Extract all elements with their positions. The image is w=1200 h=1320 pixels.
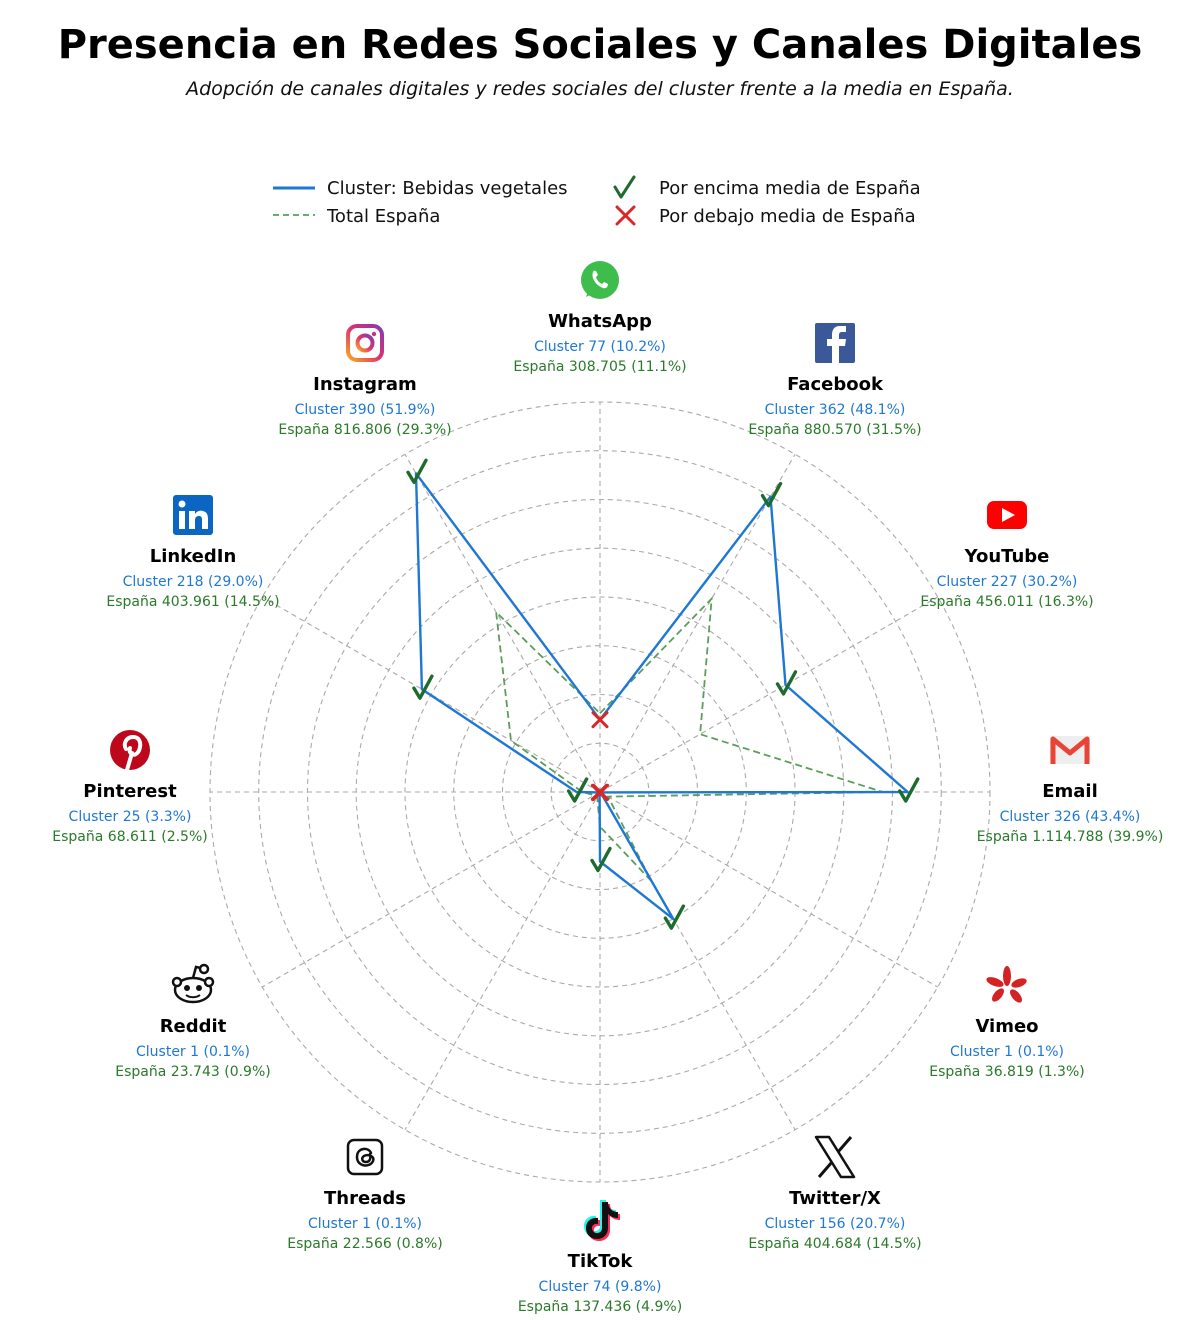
- category-cluster-value: Cluster 1 (0.1%): [136, 1044, 250, 1060]
- category-pinterest: [52, 730, 207, 845]
- category-name: Reddit: [159, 1016, 227, 1037]
- category-cluster-value: Cluster 1 (0.1%): [950, 1044, 1064, 1060]
- category-spain-value: España 23.743 (0.9%): [115, 1064, 271, 1080]
- legend-below-cross-icon: [617, 207, 634, 224]
- category-spain-value: España 880.570 (31.5%): [748, 422, 922, 438]
- category-spain-value: España 816.806 (29.3%): [278, 422, 452, 438]
- category-cluster-value: Cluster 1 (0.1%): [308, 1216, 422, 1232]
- legend-above-label: Por encima media de España: [659, 178, 921, 199]
- category-labels: [52, 261, 1163, 1315]
- chart-subtitle: Adopción de canales digitales y redes sociales del cluster frente a la media en España.: [186, 78, 1014, 100]
- category-cluster-value: Cluster 77 (10.2%): [534, 339, 666, 355]
- category-spain-value: España 1.114.788 (39.9%): [976, 829, 1164, 845]
- category-name: TikTok: [567, 1251, 633, 1272]
- vimeo-icon: [985, 966, 1028, 1005]
- category-reddit: [115, 965, 270, 1080]
- category-name: Email: [1042, 781, 1098, 802]
- marker-above-pinterest: [569, 779, 587, 801]
- chart-title: Presencia en Redes Sociales y Canales Digitales: [57, 22, 1143, 68]
- category-cluster-value: Cluster 390 (51.9%): [294, 402, 436, 418]
- category-youtube: [920, 501, 1093, 610]
- category-whatsapp: [513, 261, 686, 375]
- category-instagram: [278, 326, 451, 438]
- category-name: Twitter/X: [789, 1188, 881, 1209]
- legend-cluster-label: Cluster: Bebidas vegetales: [327, 178, 568, 199]
- radar-markers: [408, 460, 918, 928]
- category-spain-value: España 308.705 (11.1%): [513, 359, 687, 375]
- category-tiktok: [518, 1200, 682, 1315]
- category-spain-value: España 404.684 (14.5%): [748, 1236, 922, 1252]
- pinterest-icon: [110, 730, 150, 770]
- category-spain-value: España 68.611 (2.5%): [52, 829, 208, 845]
- category-linkedin: [106, 495, 279, 610]
- whatsapp-icon: [581, 261, 619, 299]
- category-cluster-value: Cluster 362 (48.1%): [764, 402, 906, 418]
- category-name: LinkedIn: [149, 546, 237, 567]
- category-vimeo: [929, 966, 1084, 1080]
- linkedin-icon: [173, 495, 213, 535]
- threads-icon: [348, 1140, 382, 1174]
- category-spain-value: España 137.436 (4.9%): [517, 1299, 683, 1315]
- instagram-icon: [348, 326, 382, 360]
- category-facebook: [748, 323, 921, 438]
- category-cluster-value: Cluster 218 (29.0%): [122, 574, 264, 590]
- category-spain-value: España 403.961 (14.5%): [106, 594, 280, 610]
- category-cluster-value: Cluster 156 (20.7%): [764, 1216, 906, 1232]
- marker-above-email: [900, 779, 918, 801]
- category-name: Vimeo: [975, 1016, 1039, 1037]
- category-email: [977, 736, 1164, 845]
- legend-below-label: Por debajo media de España: [659, 206, 916, 227]
- category-spain-value: España 456.011 (16.3%): [920, 594, 1094, 610]
- grid-spoke: [262, 792, 600, 987]
- category-spain-value: España 36.819 (1.3%): [929, 1064, 1085, 1080]
- category-cluster-value: Cluster 227 (30.2%): [936, 574, 1078, 590]
- category-spain-value: España 22.566 (0.8%): [287, 1236, 443, 1252]
- legend-above-check-icon: [615, 177, 634, 197]
- category-name: Facebook: [787, 374, 883, 395]
- grid-spoke: [600, 597, 938, 792]
- category-name: YouTube: [964, 546, 1050, 567]
- category-cluster-value: Cluster 74 (9.8%): [538, 1279, 662, 1295]
- reddit-icon: [173, 965, 213, 1002]
- email-icon: [1050, 736, 1090, 764]
- category-cluster-value: Cluster 326 (43.4%): [999, 809, 1141, 825]
- category-name: Pinterest: [83, 781, 177, 802]
- youtube-icon: [987, 501, 1027, 529]
- category-name: Threads: [324, 1188, 406, 1209]
- category-name: Instagram: [313, 374, 417, 395]
- tiktok-icon: [584, 1200, 620, 1241]
- series-cluster-line: [416, 473, 908, 919]
- category-cluster-value: Cluster 25 (3.3%): [68, 809, 192, 825]
- facebook-icon: [815, 323, 855, 363]
- category-threads: [287, 1140, 442, 1252]
- twitter-x-icon: [816, 1137, 854, 1177]
- radar-series: [416, 473, 908, 919]
- category-name: WhatsApp: [548, 311, 652, 332]
- legend: [273, 177, 921, 227]
- legend-spain-label: Total España: [327, 206, 441, 227]
- category-twitter-x: [748, 1137, 921, 1252]
